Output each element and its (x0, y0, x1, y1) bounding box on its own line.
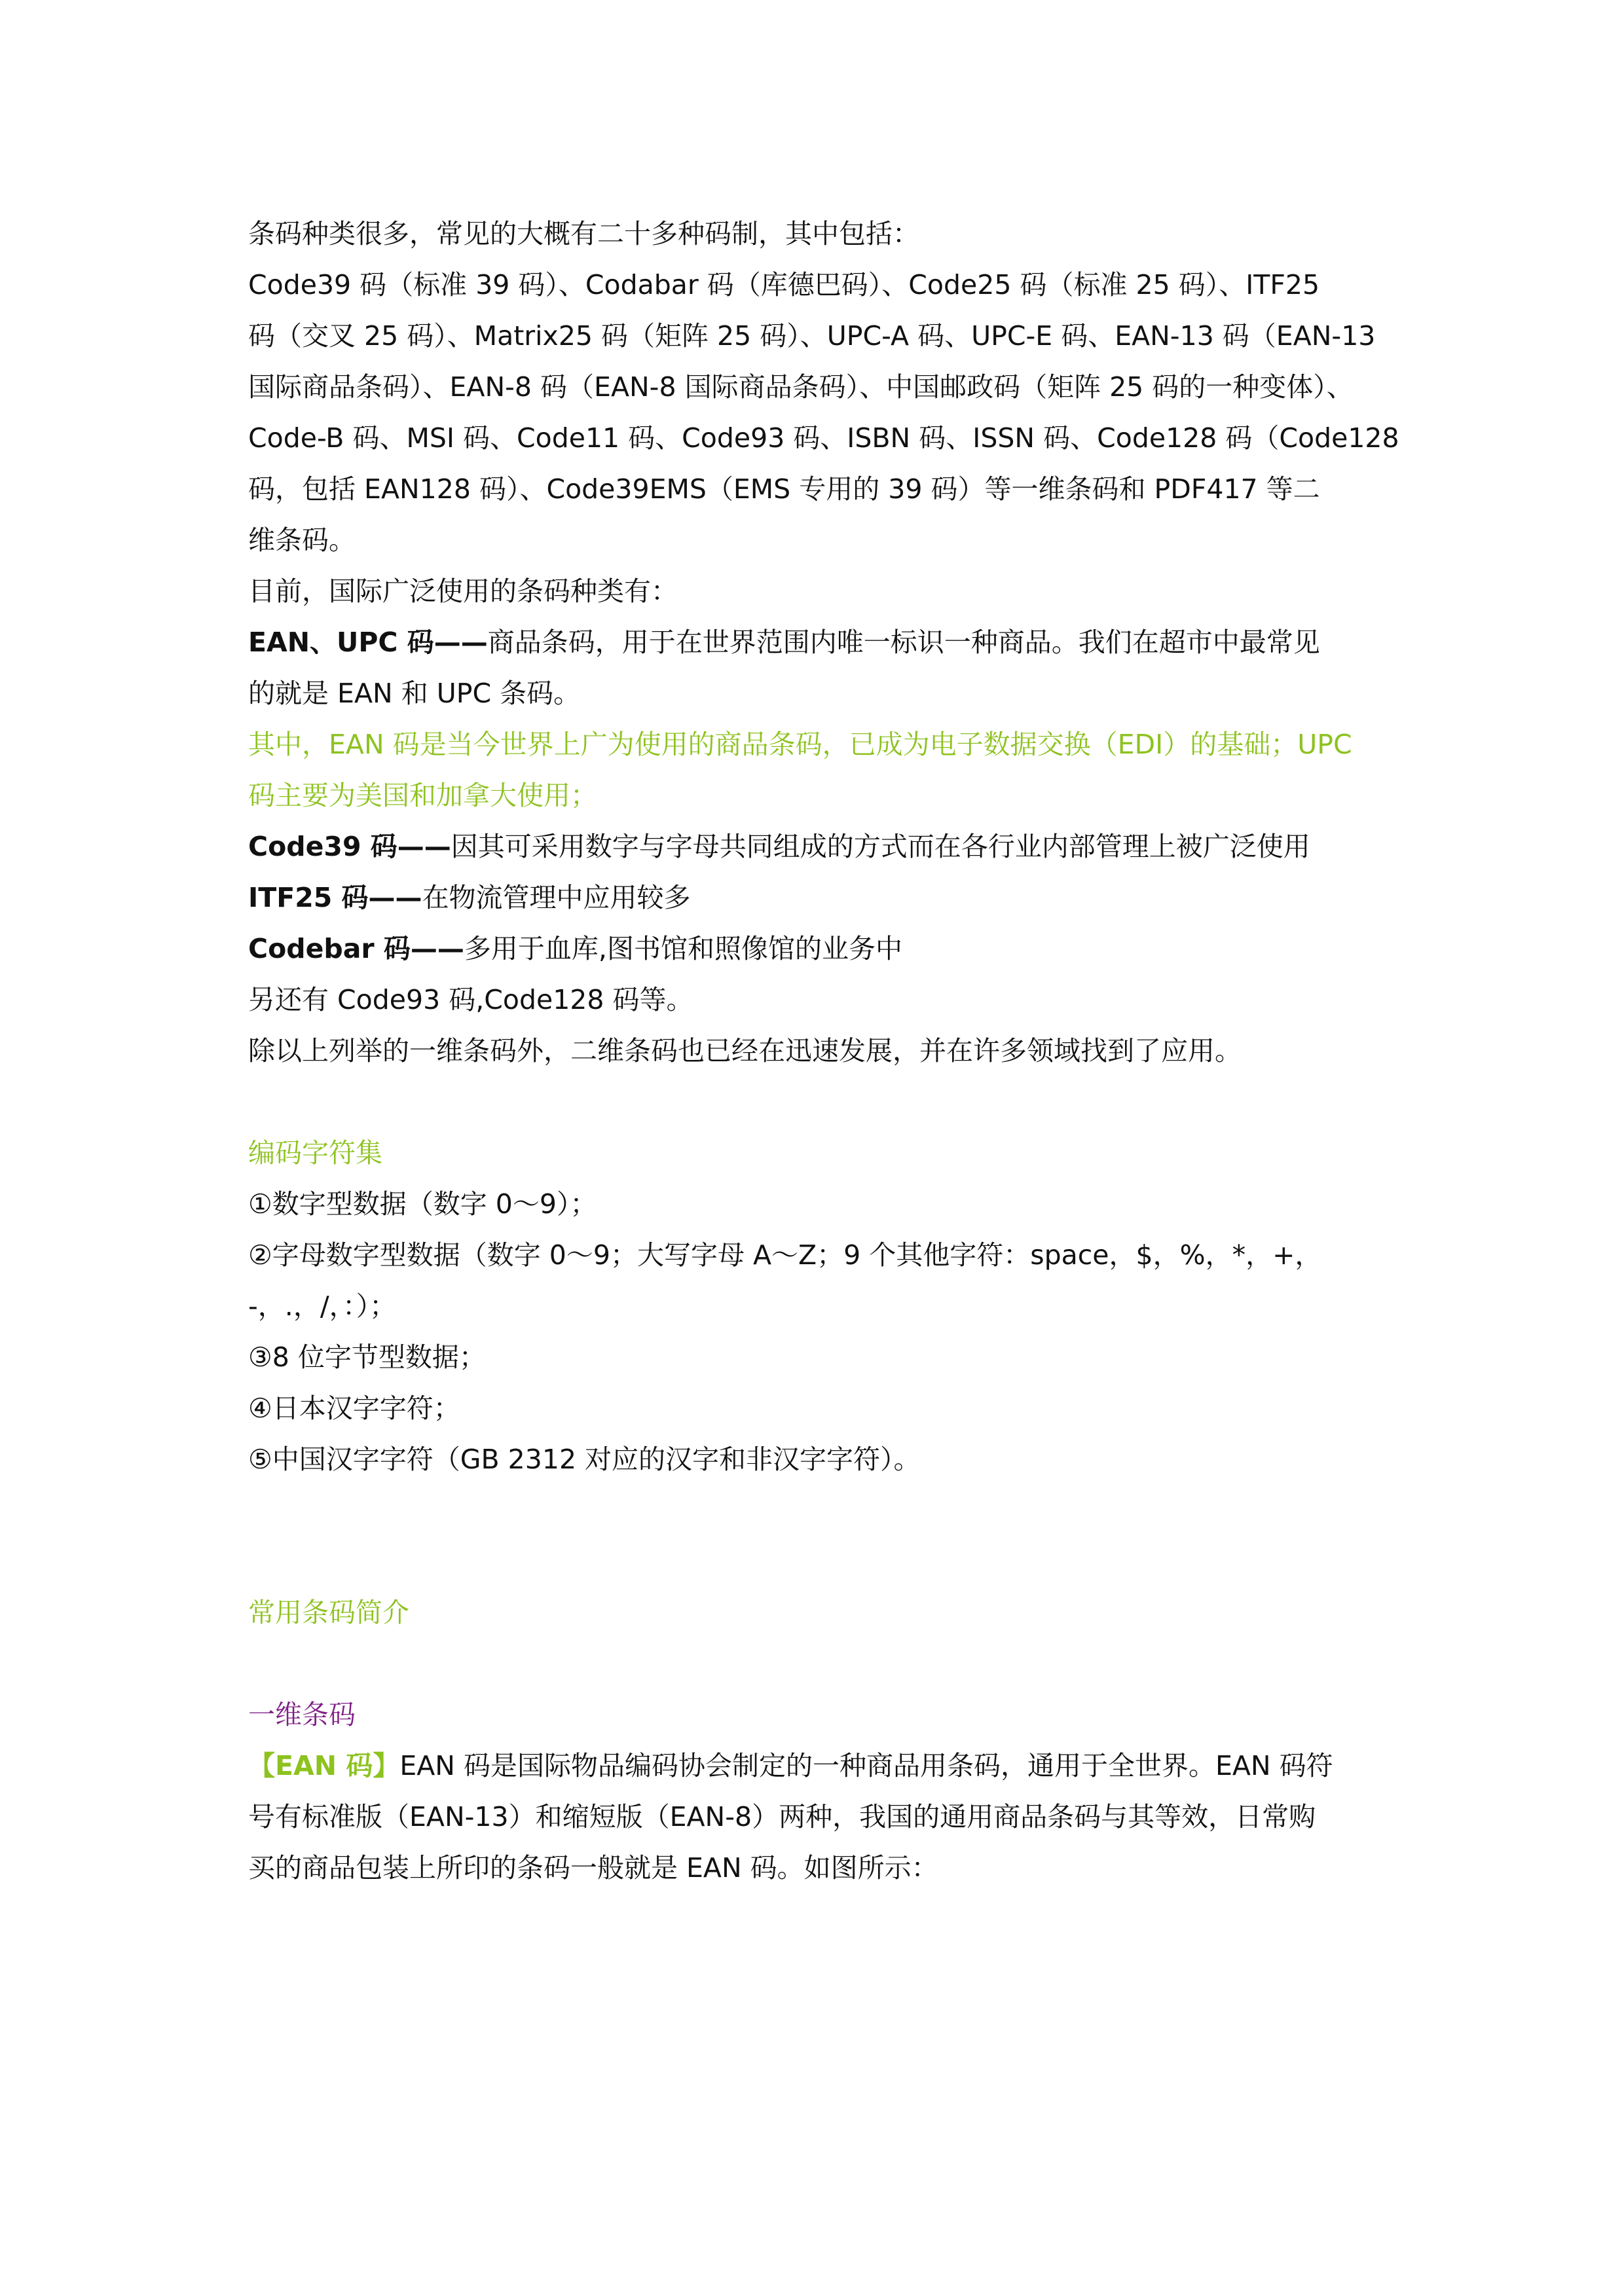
ean-desc: EAN 码是国际物品编码协会制定的一种商品用条码，通用于全世界。EAN 码符 (399, 1750, 1333, 1781)
common-barcodes-heading: 常用条码简介 (248, 1597, 409, 1628)
barcode-list-line: Code-B 码、MSI 码、Code11 码、Code93 码、ISBN 码、ISSN 码、Code128 码（Code128 (248, 422, 1399, 454)
charset-heading: 编码字符集 (248, 1137, 382, 1169)
codebar-term: Codebar 码—— (248, 933, 464, 964)
charset-item: ④日本汉字字符； (248, 1393, 460, 1424)
two-d-line: 除以上列举的一维条码外，二维条码也已经在迅速发展，并在许多领域找到了应用。 (248, 1035, 1242, 1066)
ean-desc-line: 号有标准版（EAN-13）和缩短版（EAN-8）两种，我国的通用商品条码与其等效，日常购 (248, 1801, 1316, 1832)
ean-section-line (248, 1740, 1388, 1791)
barcode-list-line: Code39 码（标准 39 码）、Codabar 码（库德巴码）、Code25 码（标准 25 码）、ITF25 (248, 269, 1320, 301)
itf25-line (248, 872, 1388, 923)
highlight-line: 其中，EAN 码是当今世界上广为使用的商品条码，已成为电子数据交换（EDI）的基础；UPC (248, 729, 1352, 760)
ean-upc-desc: 商品条码，用于在世界范围内唯一标识一种商品。我们在超市中最常见 (487, 627, 1320, 658)
document-page (248, 208, 1399, 1893)
code39-line (248, 821, 1388, 872)
charset-item: ②字母数字型数据（数字 0～9；大写字母 A～Z；9 个其他字符：space，$，%，*，+， (248, 1239, 1322, 1271)
highlight-line: 码主要为美国和加拿大使用； (248, 780, 597, 811)
charset-item: ③8 位字节型数据； (248, 1341, 486, 1373)
code39-desc: 因其可采用数字与字母共同组成的方式而在各行业内部管理上被广泛使用 (451, 831, 1310, 862)
barcode-list-line: 维条码。 (248, 524, 356, 556)
itf25-desc: 在物流管理中应用较多 (422, 882, 691, 913)
spacer (248, 1485, 1388, 1587)
barcode-list-line: 国际商品条码）、EAN-8 码（EAN-8 国际商品条码）、中国邮政码（矩阵 25 码的一种变体）、 (248, 371, 1354, 403)
codebar-desc: 多用于血库,图书馆和照像馆的业务中 (464, 933, 902, 964)
ean-upc-line (248, 617, 1388, 668)
itf25-term: ITF25 码—— (248, 882, 422, 913)
current-types-lead: 目前，国际广泛使用的条码种类有： (248, 575, 678, 607)
charset-item: ①数字型数据（数字 0～9）； (248, 1188, 597, 1220)
barcode-list-line: 码（交叉 25 码）、Matrix25 码（矩阵 25 码）、UPC-A 码、UPC-E 码、EAN-13 码（EAN-13 (248, 320, 1376, 352)
spacer (248, 1076, 1388, 1127)
one-d-heading: 一维条码 (248, 1699, 356, 1730)
ean-upc-desc-continued: 的就是 EAN 和 UPC 条码。 (248, 678, 581, 709)
codebar-line (248, 923, 1388, 974)
code39-term: Code39 码—— (248, 831, 451, 862)
ean-upc-term: EAN、UPC 码—— (248, 627, 488, 658)
ean-tag: 【EAN 码】 (248, 1750, 400, 1781)
barcode-list-line: 码，包括 EAN128 码）、Code39EMS（EMS 专用的 39 码）等一维条码和 PDF417 等二 (248, 473, 1320, 505)
spacer (248, 1638, 1388, 1689)
charset-item: ⑤中国汉字字符（GB 2312 对应的汉字和非汉字字符）。 (248, 1444, 921, 1475)
ean-desc-line: 买的商品包装上所印的条码一般就是 EAN 码。如图所示： (248, 1852, 938, 1884)
intro-lead: 条码种类很多，常见的大概有二十多种码制，其中包括： (248, 218, 919, 249)
charset-item: -，.，/，：）； (248, 1290, 397, 1322)
others-line: 另还有 Code93 码,Code128 码等。 (248, 984, 693, 1015)
